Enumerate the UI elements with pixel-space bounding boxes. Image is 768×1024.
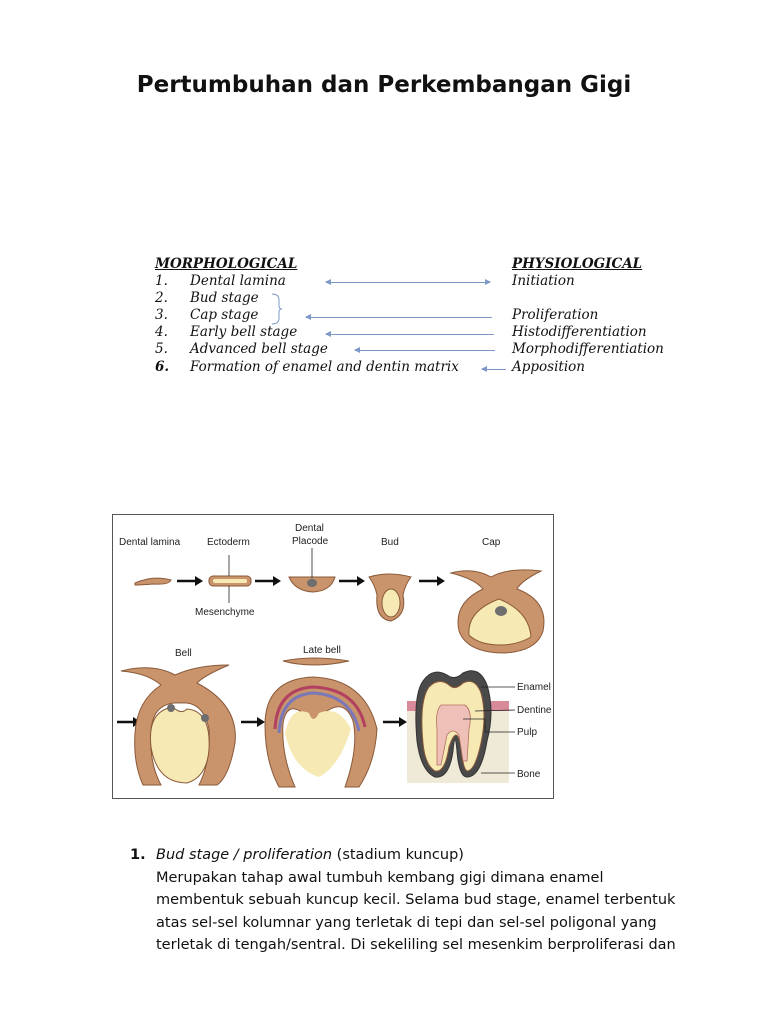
body-line: atas sel-sel kolumnar yang terletak di tepi dan sel-sel poligonal yang <box>156 914 657 931</box>
label-bone: Bone <box>517 769 541 780</box>
heading-italic: Bud stage / proliferation <box>156 847 333 863</box>
arrow-icon <box>306 317 492 318</box>
label-late-bell: Late bell <box>303 645 341 656</box>
row-num: 6. <box>155 359 170 375</box>
morph-stage: Cap stage <box>190 307 259 323</box>
label-bud: Bud <box>381 537 399 548</box>
label-dentine: Dentine <box>517 705 552 716</box>
heading-rest: (stadium kuncup) <box>332 847 464 863</box>
row-num: 5. <box>155 341 168 357</box>
morph-stage: Bud stage <box>190 290 259 306</box>
body-line: terletak di tengah/sentral. Di sekeliling sel mesenkim berproliferasi dan <box>156 937 676 953</box>
morph-header: MORPHOLOGICAL <box>155 256 298 272</box>
label-bell: Bell <box>175 648 192 659</box>
label-pulp: Pulp <box>517 727 538 738</box>
section-number: 1. <box>130 847 146 863</box>
label-ectoderm: Ectoderm <box>207 537 250 548</box>
section-body <box>156 867 696 957</box>
phys-stage: Morphodifferentiation <box>512 341 664 357</box>
page-title: Pertumbuhan dan Perkembangan Gigi <box>136 72 632 98</box>
label-dental-lamina: Dental lamina <box>119 537 181 548</box>
label-enamel: Enamel <box>517 682 551 693</box>
row-num: 3. <box>155 307 168 323</box>
phys-header: PHYSIOLOGICAL <box>512 256 643 272</box>
label-cap: Cap <box>482 537 501 548</box>
morph-stage: Early bell stage <box>190 324 298 340</box>
arrow-icon <box>482 369 506 370</box>
row-num: 4. <box>155 324 168 340</box>
body-line: Merupakan tahap awal tumbuh kembang gigi dimana enamel <box>156 869 604 886</box>
label-dental: Dental <box>295 523 324 534</box>
label-placode: Placode <box>292 536 329 547</box>
bracket-icon <box>270 292 284 326</box>
body-line: membentuk sebuah kuncup kecil. Selama bud stage, enamel terbentuk <box>156 892 676 908</box>
phys-stage: Apposition <box>512 359 585 375</box>
arrow-icon <box>326 282 490 283</box>
tooth-development-figure <box>112 514 554 799</box>
arrow-icon <box>355 350 495 351</box>
row-num: 2. <box>155 290 168 306</box>
label-mesenchyme: Mesenchyme <box>195 607 255 618</box>
section-heading <box>156 844 464 867</box>
row-num: 1. <box>155 273 168 289</box>
morph-stage: Formation of enamel and dentin matrix <box>190 359 459 375</box>
phys-stage: Proliferation <box>512 307 599 323</box>
phys-stage: Histodifferentiation <box>512 324 647 340</box>
tooth-development-diagram <box>113 515 553 798</box>
phys-stage: Initiation <box>512 273 575 289</box>
morph-stage: Dental lamina <box>190 273 286 289</box>
arrow-icon <box>326 334 494 335</box>
morph-stage: Advanced bell stage <box>190 341 328 357</box>
